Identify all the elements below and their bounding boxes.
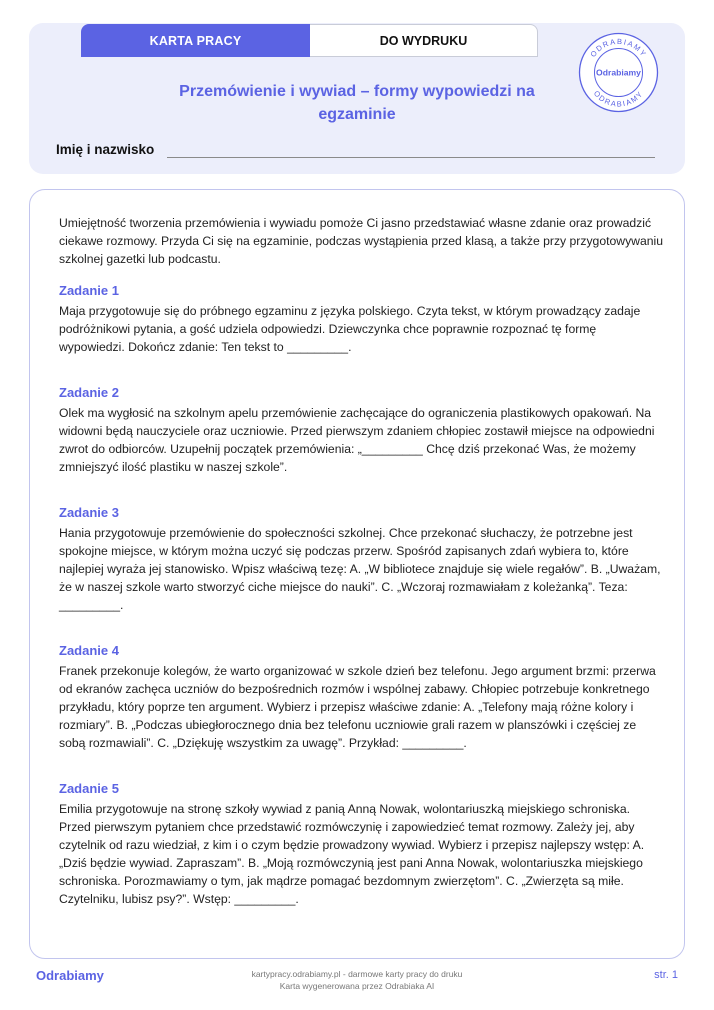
name-label: Imię i nazwisko: [56, 142, 155, 157]
task-text: Olek ma wygłosić na szkolnym apelu przemówienie zachęcające do ograniczenia plastikowych opakowań. Na widowni będą nauczyciele oraz uczniowie. Przed pierwszym zdaniem chłopiec zostawił miejsce na odpowiedni zwrot do odbiorców. Uzupełnij początek przemówienia: „_________ Chcę dziś przekonać Was, że możemy zmniejszyć ilość plastiku w naszej szkole”.: [59, 406, 655, 474]
task-text: Hania przygotowuje przemówienie do społeczności szkolnej. Chce przekonać słuchaczy, że potrzebne jest spokojne miejsce, w którym można uczyć się podczas przerw. Spośród zapisanych zdań wybiera to, które najlepiej wyraża jej stanowisko. Wpisz właściwą tezę: A. „W bibliotece znajduje się wiele regałów”. B. „Uważam, że w naszej szkole warto stworzyć ciche miejsce do nauki”. C. „Wczoraj rozmawiałam z koleżanką”. Teza: _________.: [59, 526, 661, 612]
task-3: [59, 504, 663, 614]
tab-karta-pracy[interactable]: KARTA PRACY: [81, 24, 310, 57]
footer-brand-logo[interactable]: Odrabiamy: [36, 968, 104, 983]
task-title: Zadanie 2: [59, 385, 119, 400]
task-4: [59, 642, 663, 752]
task-text: Franek przekonuje kolegów, że warto organizować w szkole dzień bez telefonu. Jego argument brzmi: przerwa od ekranów zachęca uczniów do bezpośrednich rozmów i wspólnej zabawy. Chłopiec potrzebuje konkretnego przykładu, który poprze ten argument. Wybierz i przepisz właściwe zdanie: A. „Telefony mają różne kolory i rozmiary”. B. „Podczas ubiegłorocznego dnia bez telefonu uczniowie grali razem w planszówki i częściej ze sobą rozmawiali”. C. „Dziękuję wszystkim za uwagę”. Przykład: _________.: [59, 664, 656, 750]
task-title: Zadanie 4: [59, 643, 119, 658]
stamp-top-text: ODRABIAMY: [588, 36, 649, 59]
footer-site-text: kartypracy.odrabiamy.pl - darmowe karty pracy do druku: [251, 969, 463, 979]
task-title: Zadanie 5: [59, 781, 119, 796]
stamp-center-text: Odrabiamy: [596, 67, 641, 78]
task-title: Zadanie 1: [59, 283, 119, 298]
intro-paragraph: Umiejętność tworzenia przemówienia i wywiadu pomoże Ci jasno przedstawiać własne zdanie oraz prowadzić ciekawe rozmowy. Przyda Ci się na egzaminie, podczas wystąpienia przed klasą, a także przy przygotowywaniu szkolnej gazetki lub podcastu.: [59, 216, 664, 266]
name-input-line[interactable]: [167, 157, 655, 158]
footer-generated-text: Karta wygenerowana przez Odrabiaka AI: [279, 981, 435, 991]
task-text: Emilia przygotowuje na stronę szkoły wywiad z panią Anną Nowak, wolontariuszką miejskiego schroniska. Przed pierwszym pytaniem chce przedstawić rozmówczynię i zapowiedzieć temat rozmowy. Zależy jej, aby czytelnik od razu wiedział, z kim i o czym będzie prowadzony wywiad. Wybierz i przepisz najlepszy wstęp: A. „Dziś będzie wywiad. Zapraszam”. B. „Moją rozmówczynią jest pani Anna Nowak, wolontariuszka miejskiego schroniska. Porozmawiamy o tym, jak mądrze pomagać bezdomnym zwierzętom”. C. „Zwierzęta są miłe. Czytelniku, lubisz psy?”. Wstęp: _________.: [59, 802, 645, 906]
tab-do-wydruku[interactable]: DO WYDRUKU: [310, 24, 538, 57]
task-1: [59, 282, 663, 356]
task-title: Zadanie 3: [59, 505, 119, 520]
stamp-bottom-text: ODRABIAMY: [591, 88, 646, 109]
task-2: [59, 384, 663, 476]
page-title: Przemówienie i wywiad – formy wypowiedzi na egzaminie: [179, 83, 535, 123]
page-number: str. 1: [654, 969, 678, 981]
task-5: [59, 780, 663, 908]
footer-info: [200, 968, 514, 992]
task-text: Maja przygotowuje się do próbnego egzaminu z języka polskiego. Czyta tekst, w którym prowadzący zadaje podróżnikowi pytania, a gość udziela odpowiedzi. Dziewczynka chce poprawnie rozpoznać tę formę wypowiedzi. Dokończ zdanie: Ten tekst to _________.: [59, 304, 641, 354]
worksheet-content: [59, 214, 663, 908]
odrabiamy-stamp-logo: [578, 32, 659, 113]
